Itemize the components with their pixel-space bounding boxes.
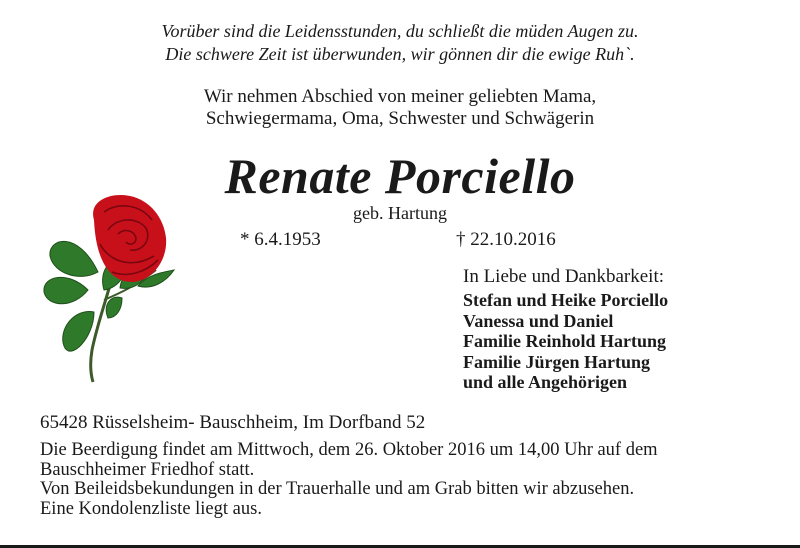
mourner-name: Familie Reinhold Hartung [463,331,667,351]
rose-icon [38,190,188,390]
details-line: Eine Kondolenzliste liegt aus. [40,498,262,519]
verse-line: Die schwere Zeit ist überwunden, wir gönnen dir die ewige Ruh`. [165,44,635,64]
details-line: Bauschheimer Friedhof statt. [40,459,255,480]
thanks-intro: In Liebe und Dankbarkeit: [463,266,665,287]
details-line: Von Beileidsbekundungen in der Trauerhalle und am Grab bitten wir abzusehen. [40,479,635,499]
mourner-name: Vanessa und Daniel [463,310,614,331]
birth-date: * 6.4.1953 [240,229,321,250]
deceased-name: Renate Porciello [224,148,576,204]
mourners-list [463,290,668,393]
farewell-line: Wir nehmen Abschied von meiner geliebten Mama, [203,86,597,107]
farewell-line: Schwiegermama, Oma, Schwester und Schwägerin [205,108,595,129]
funeral-details [40,441,780,519]
mourner-name: Stefan und Heike Porciello [463,290,669,310]
maiden-name: geb. Hartung [353,203,447,223]
verse-line: Vorüber sind die Leidensstunden, du schließt die müden Augen zu. [161,21,639,41]
farewell-text [0,86,800,130]
mourner-name: Familie Jürgen Hartung [463,351,650,372]
death-date: † 22.10.2016 [456,229,556,250]
verse [0,20,800,66]
address: 65428 Rüsselsheim- Bauschheim, Im Dorfband 52 [40,412,426,433]
details-line: Die Beerdigung findet am Mittwoch, dem 26. Oktober 2016 um 14,00 Uhr auf dem [40,440,658,460]
mourner-name: und alle Angehörigen [463,372,628,392]
